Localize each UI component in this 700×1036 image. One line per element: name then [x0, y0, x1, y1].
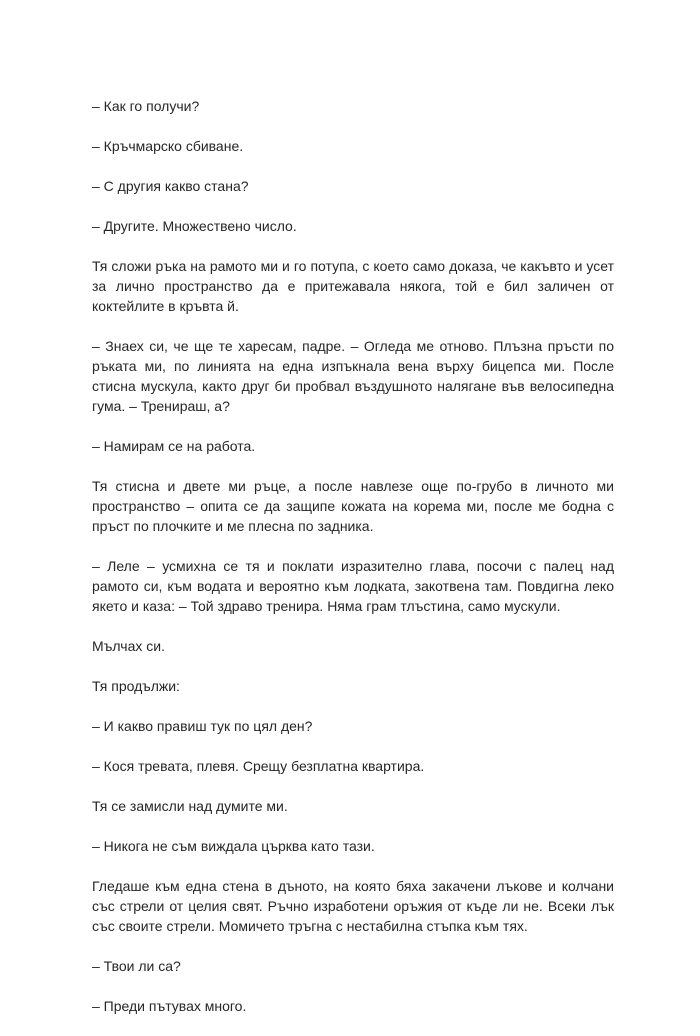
narrative-paragraph: Тя продължи: — [92, 678, 180, 694]
dialogue-line: – Намирам се на работа. — [92, 438, 256, 454]
body-text — [92, 96, 614, 1036]
dialogue-line: – Другите. Множествено число. — [92, 218, 297, 234]
narrative-paragraph: Тя стисна и двете ми ръце, а после навлезе още по-грубо в личното ми пространство – опита се да защипе кожата на корема ми, после ме бодна с пръст по плочките и ме плесна по задника. — [92, 478, 614, 534]
dialogue-line: – Никога не съм виждала църква като тази. — [92, 838, 375, 854]
dialogue-line: – Леле – усмихна се тя и поклати изразително глава, посочи с палец над рамото си, към водата и вероятно към лодката, закотвена там. Повдигна леко якето и каза: – Той здраво тренира. Няма грам тлъстина, само мускули. — [92, 558, 614, 614]
dialogue-line: – Кося тревата, плевя. Срещу безплатна квартира. — [92, 758, 425, 774]
narrative-paragraph: Тя се замисли над думите ми. — [92, 798, 288, 814]
narrative-paragraph: Гледаше към една стена в дъното, на която бяха закачени лъкове и колчани със стрели от целия свят. Ръчно изработени оръжия от къде ли не. Всеки лък със своите стрели. Момичето тръгна с нестабилна стъпка към тях. — [92, 878, 614, 934]
dialogue-line: – Как го получи? — [92, 98, 200, 114]
dialogue-line: – Знаех си, че ще те харесам, падре. – Огледа ме отново. Плъзна пръсти по ръката ми, по линията на една изпъкнала вена върху бицепса ми. После стисна мускула, както друг би пробвал въздушното налягане във велосипедна гума. – Тренираш, а? — [92, 338, 614, 414]
narrative-paragraph: Тя сложи ръка на рамото ми и го потупа, с което само доказа, че какъвто и усет за лично пространство да е притежавала някога, той е бил заличен от коктейлите в кръвта й. — [92, 258, 614, 314]
dialogue-line: – Твои ли са? — [92, 958, 181, 974]
dialogue-line: – Кръчмарско сбиване. — [92, 138, 244, 154]
narrative-paragraph: Мълчах си. — [92, 638, 165, 654]
dialogue-line: – Преди пътувах много. — [92, 998, 247, 1014]
dialogue-line: – С другия какво стана? — [92, 178, 249, 194]
dialogue-line: – И какво правиш тук по цял ден? — [92, 718, 313, 734]
